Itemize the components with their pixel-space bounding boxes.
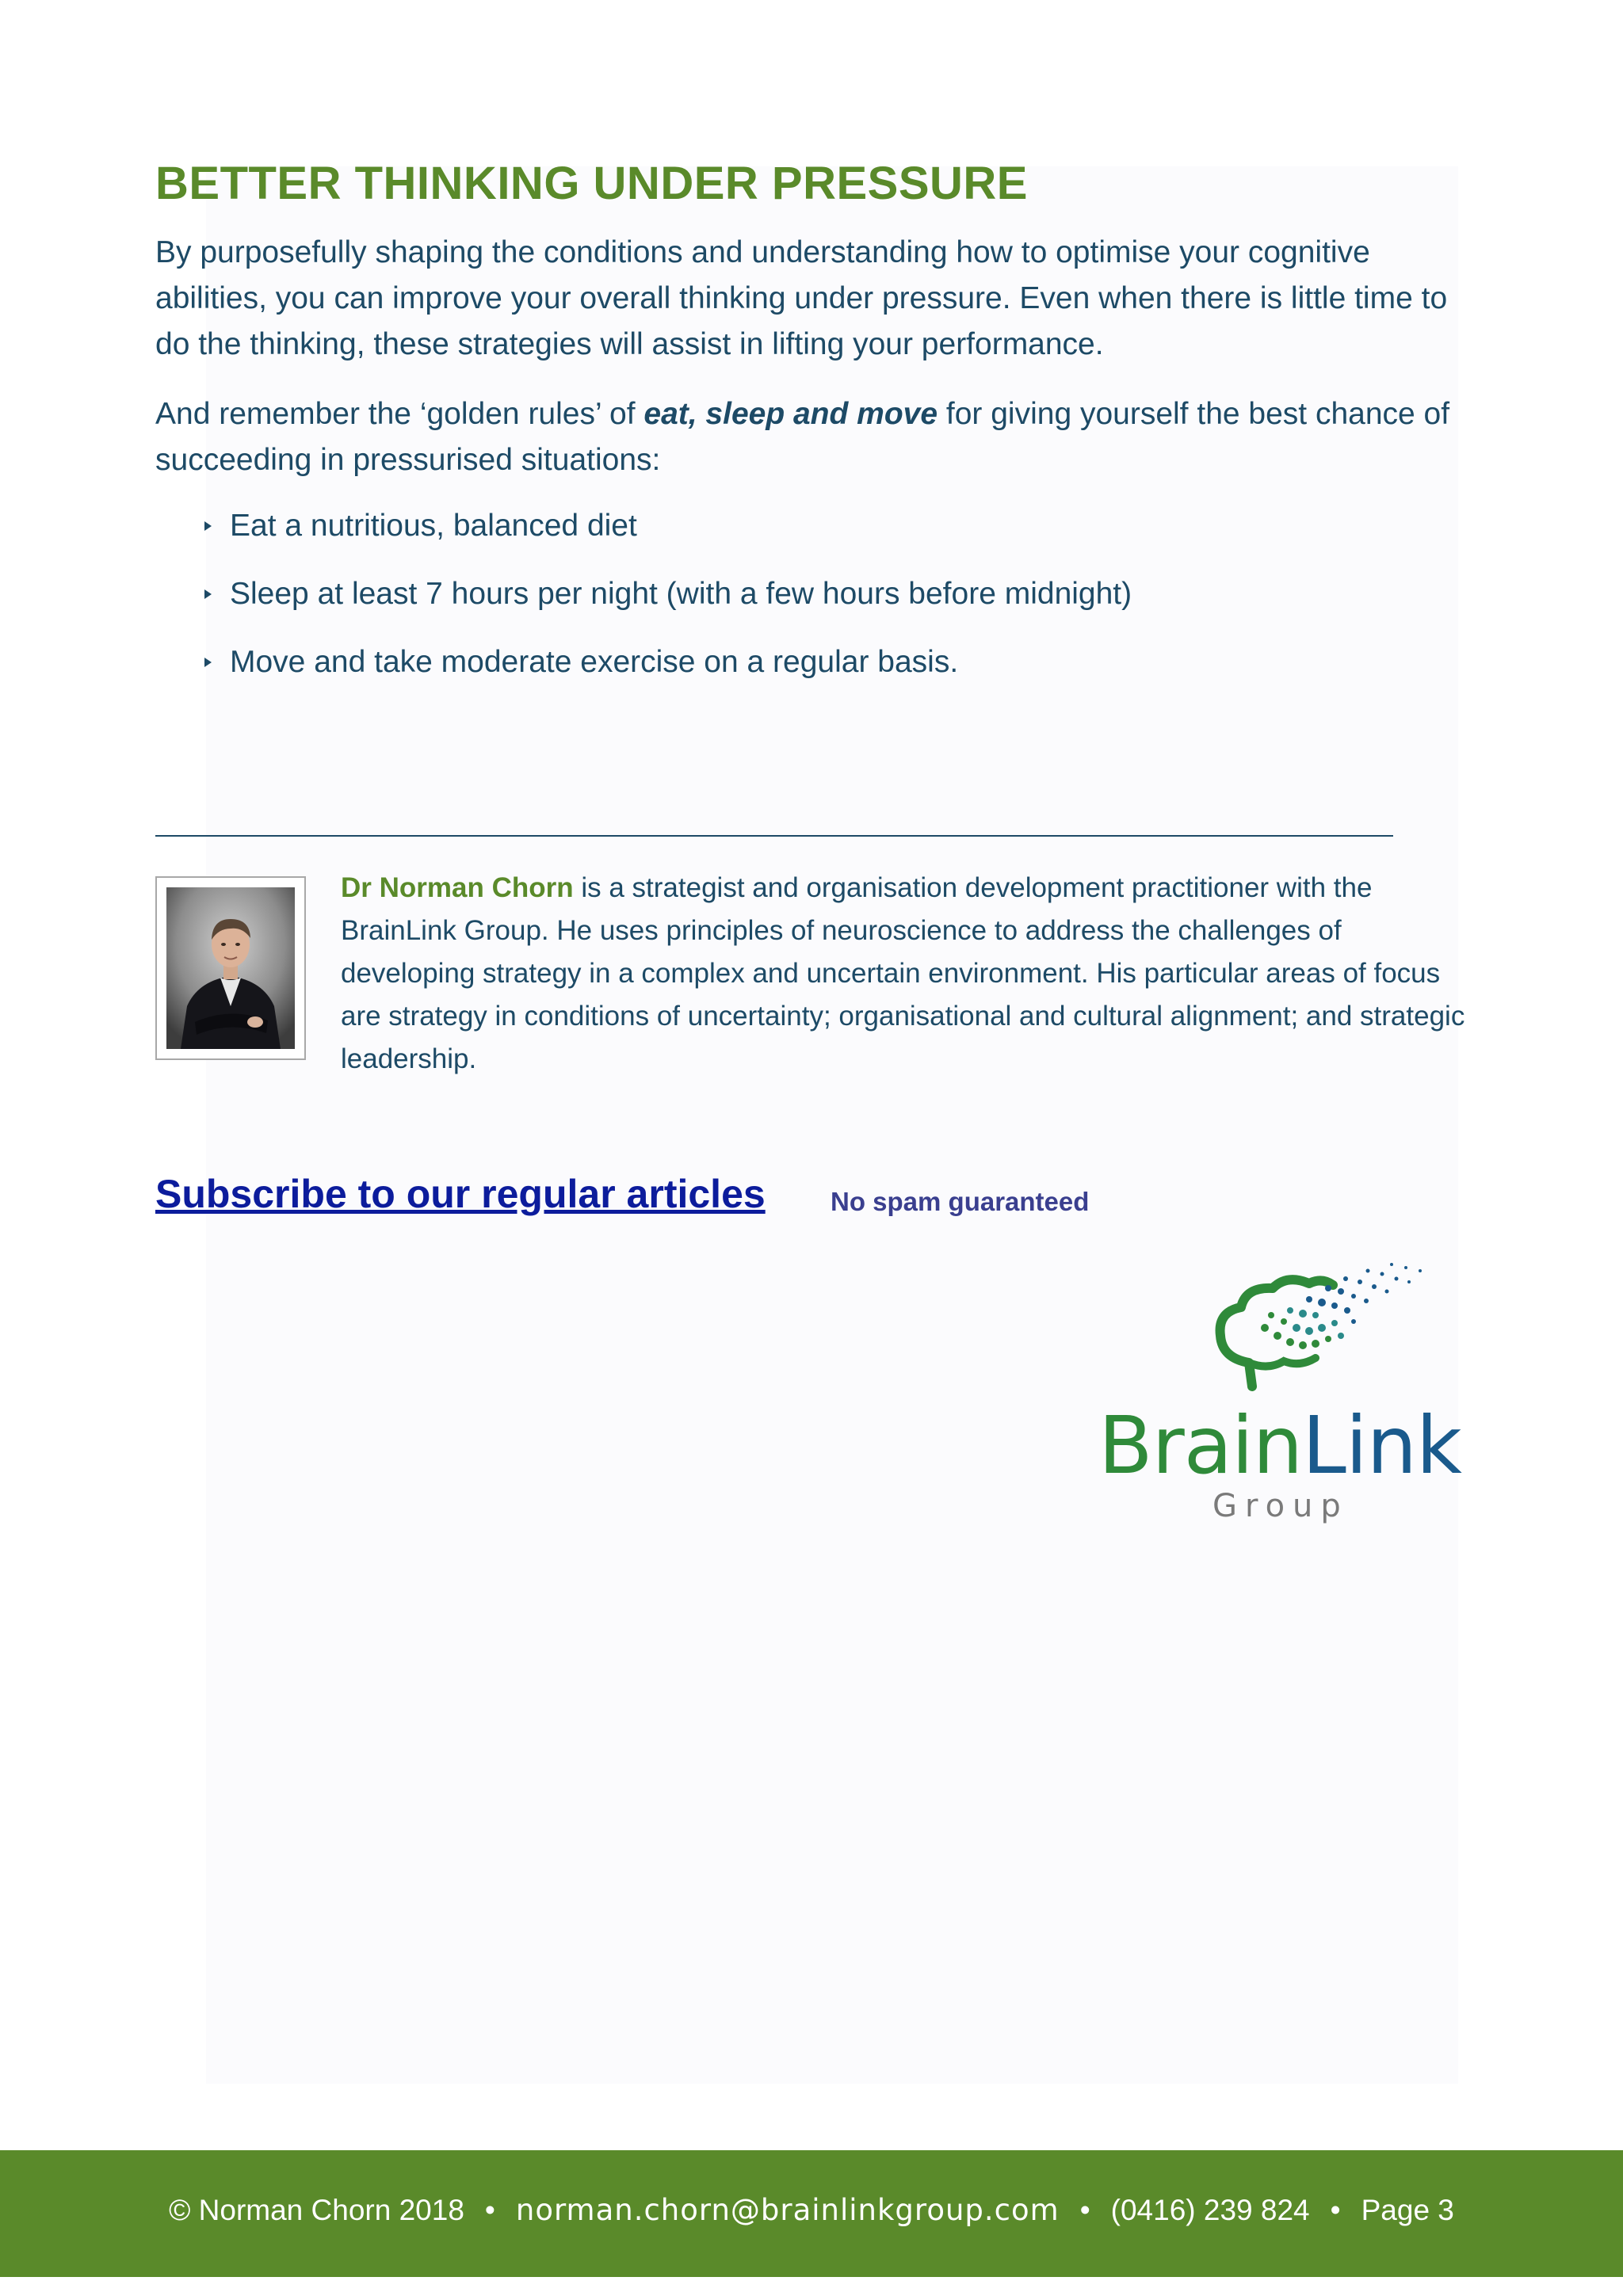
logo-word-brain: Brain <box>1098 1399 1303 1492</box>
paragraph-2-text-start: And remember the ‘golden rules’ of <box>155 397 644 431</box>
footer-phone: (0416) 239 824 <box>1110 2194 1310 2226</box>
list-item <box>204 503 1132 549</box>
article-paragraph-2 <box>155 391 1471 483</box>
logo-group-label: Group <box>1212 1488 1349 1524</box>
footer-page-number: Page 3 <box>1361 2194 1454 2226</box>
footer-copyright: © Norman Chorn 2018 <box>169 2194 464 2226</box>
author-photo-frame <box>155 876 306 1060</box>
golden-rules-emphasis: eat, sleep and move <box>643 397 938 431</box>
list-item-text: Sleep at least 7 hours per night (with a few hours before midnight) <box>230 577 1132 611</box>
footer-separator: • <box>1330 2194 1341 2226</box>
footer-email[interactable]: norman.chorn@brainlinkgroup.com <box>515 2193 1060 2227</box>
author-bio <box>341 867 1466 1081</box>
footer-separator: • <box>1079 2194 1090 2226</box>
article-title: BETTER THINKING UNDER PRESSURE <box>155 158 1028 209</box>
no-spam-note: No spam guaranteed <box>831 1187 1090 1216</box>
author-photo <box>166 887 295 1049</box>
list-item <box>204 639 1132 685</box>
author-name: Dr Norman Chorn <box>341 872 574 903</box>
author-bio-text: is a strategist and organisation development practitioner with the BrainLink Group. He uses principles of neuroscience to address the challenges of developing strategy in a complex and uncertain environment. His particular areas of focus are strategy in conditions of uncertainty; organisational and cultural alignment; and strategic leadership. <box>341 872 1465 1074</box>
triangle-bullet-icon <box>204 658 212 667</box>
article-paragraph-1: By purposefully shaping the conditions and understanding how to optimise your cognitive abilities, you can improve your overall thinking under pressure. Even when there is little time to do the thinking, these strategies will assist in lifting your performance. <box>155 235 1448 361</box>
author-portrait-image <box>166 887 295 1049</box>
golden-rules-list <box>204 503 1132 707</box>
footer-separator: • <box>484 2194 495 2226</box>
list-item <box>204 571 1132 617</box>
logo-word-link: Link <box>1302 1399 1461 1492</box>
logo-wordmark <box>1098 1399 1461 1492</box>
list-item-text: Eat a nutritious, balanced diet <box>230 509 637 543</box>
triangle-bullet-icon <box>204 589 212 599</box>
paragraph-2-text-end: for giving yourself the best chance of succeeding in pressurised situations: <box>155 397 1450 477</box>
brain-dots-icon <box>1205 1260 1434 1394</box>
brainlink-logo <box>1086 1252 1482 1545</box>
list-item-text: Move and take moderate exercise on a regular basis. <box>230 645 959 679</box>
subscribe-link[interactable]: Subscribe to our regular articles <box>155 1172 766 1216</box>
section-divider <box>155 835 1393 837</box>
footer-line <box>0 2193 1623 2227</box>
triangle-bullet-icon <box>204 521 212 531</box>
page-footer <box>0 2150 1623 2277</box>
